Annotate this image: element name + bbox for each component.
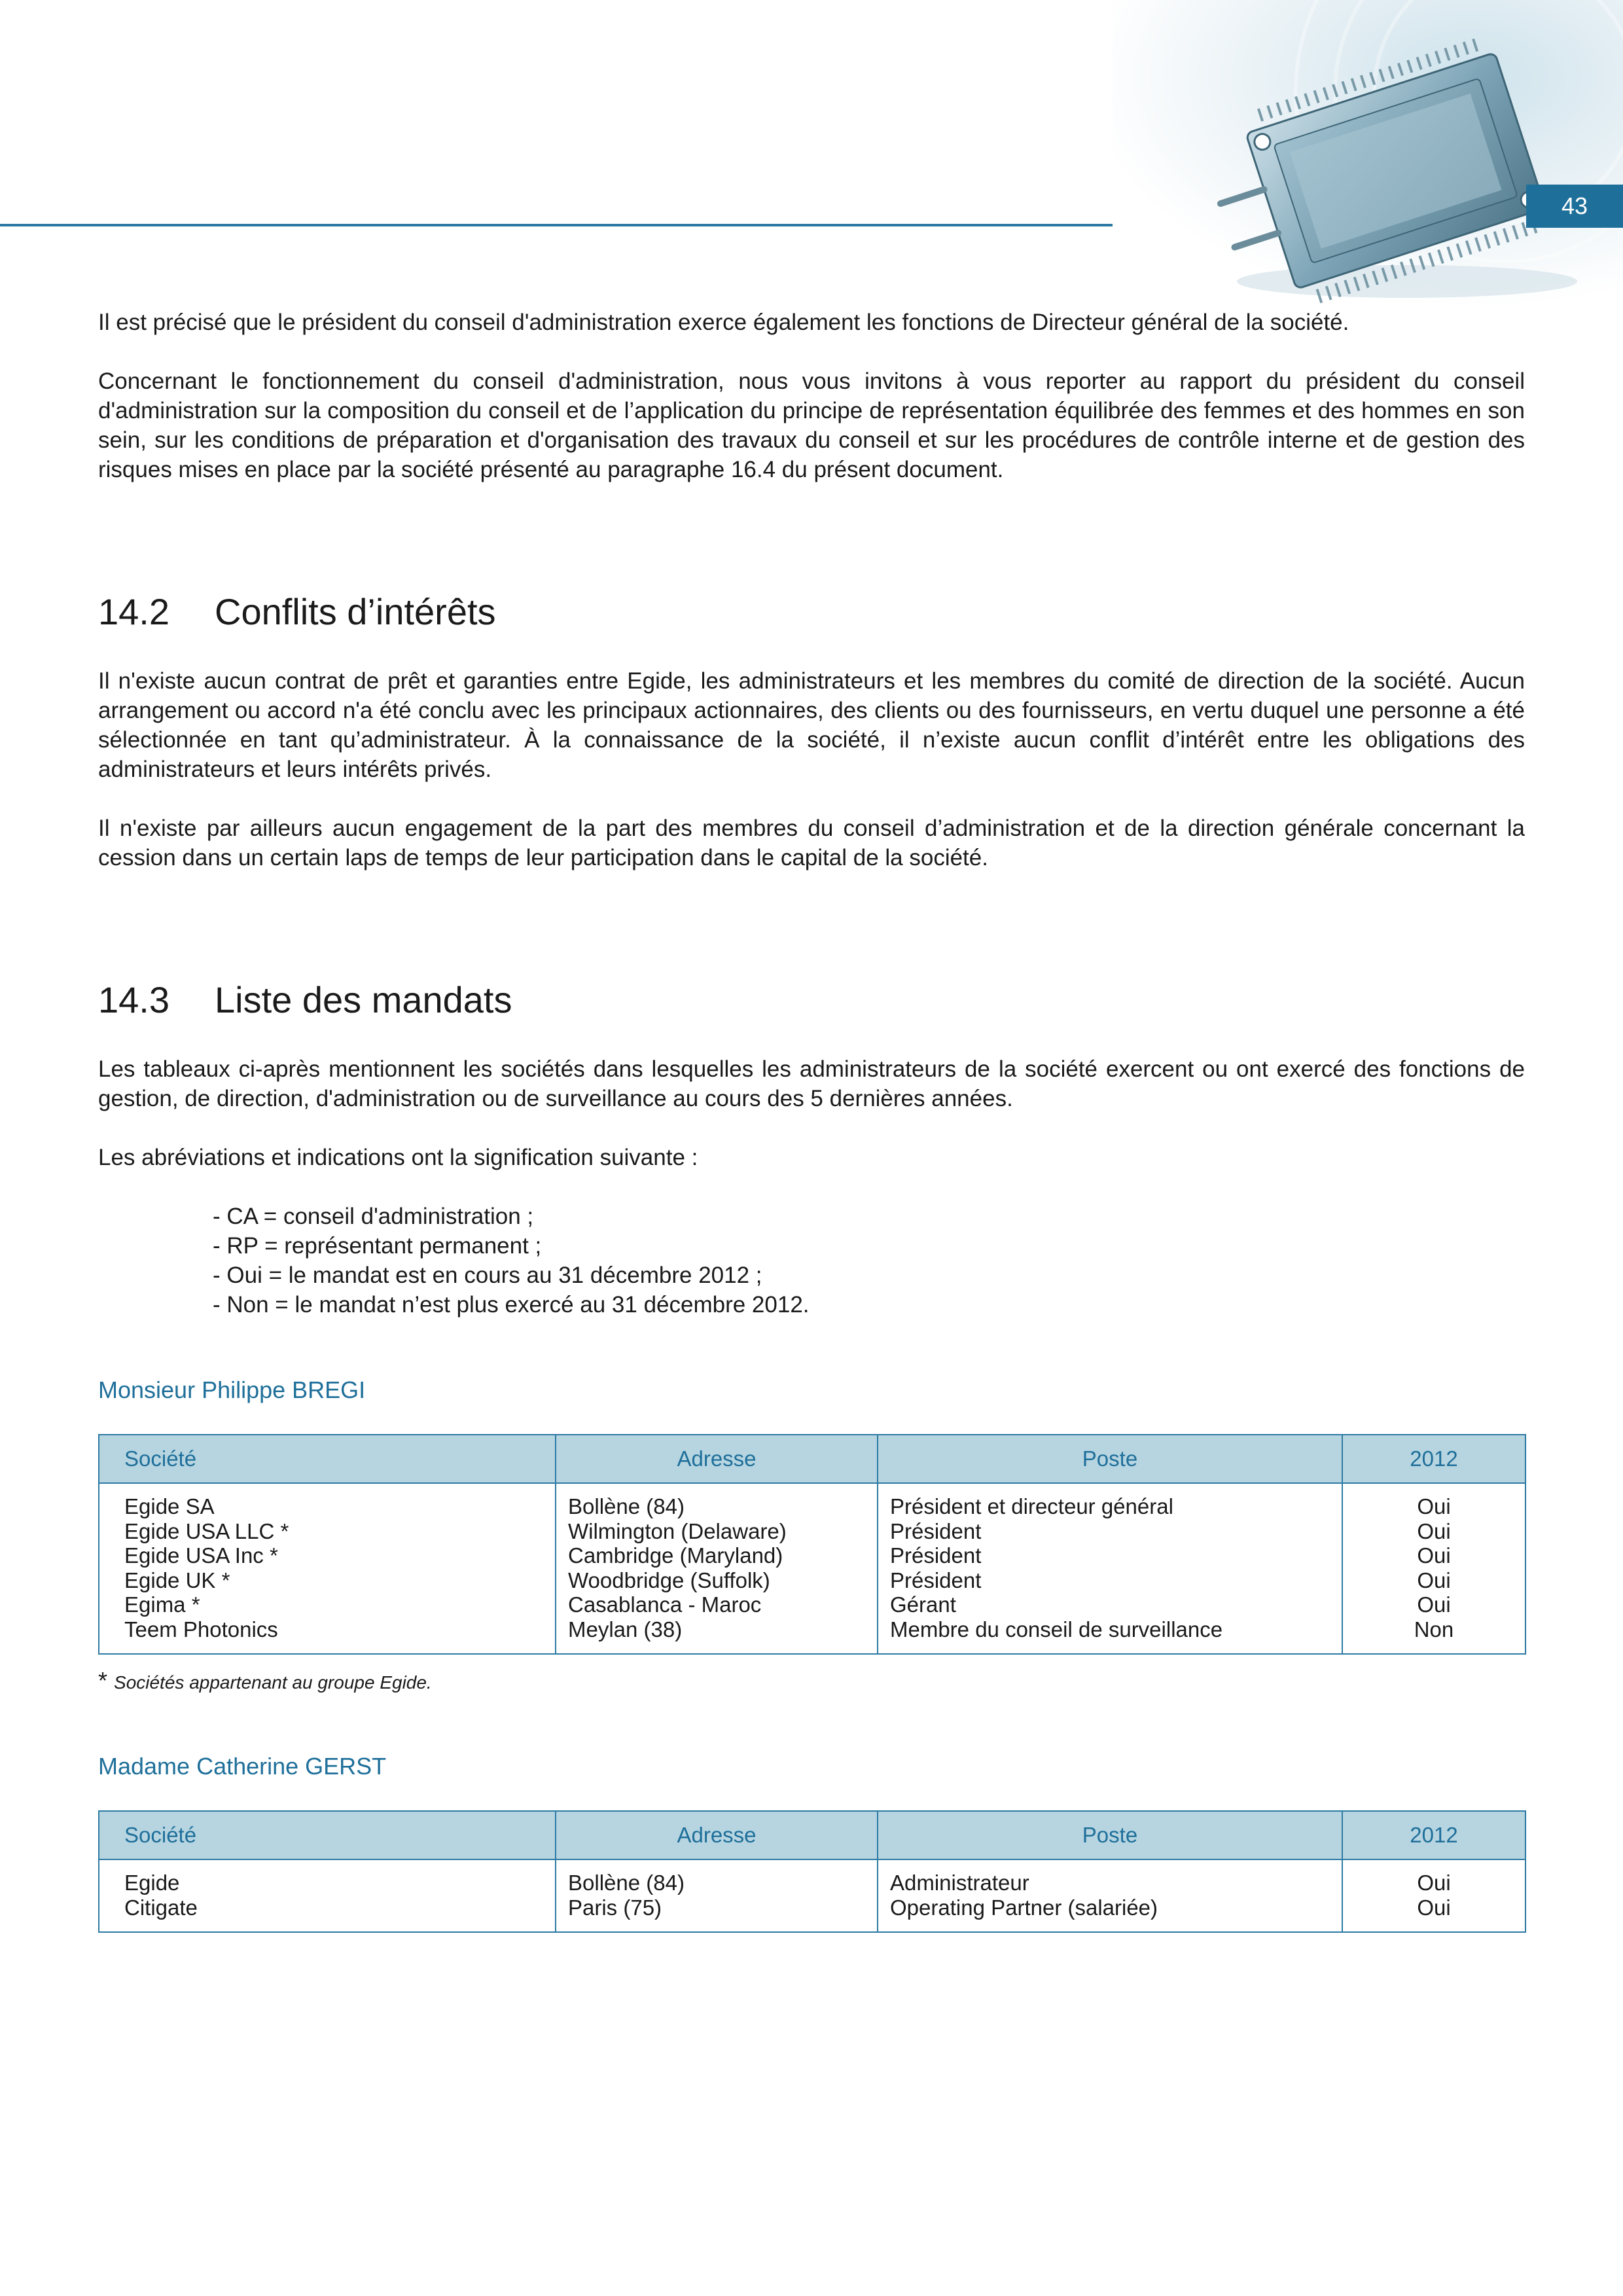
- abbreviations-list: [98, 1202, 1525, 1319]
- list-item: - RP = représentant permanent ;: [213, 1233, 542, 1259]
- column-header-year: 2012: [1342, 1811, 1525, 1859]
- cell-value: Teem Photonics: [124, 1617, 278, 1641]
- cell-poste: [878, 1859, 1342, 1932]
- table-row: [99, 1483, 1525, 1654]
- column-header-poste: Poste: [878, 1435, 1342, 1483]
- cell-value: Oui: [1417, 1895, 1451, 1920]
- paragraph-president: Il est précisé que le président du conseil d'administration exerce également les fonctions de Directeur général de la société.: [98, 310, 1349, 335]
- cell-societe: [99, 1483, 556, 1654]
- cell-value: Meylan (38): [568, 1617, 683, 1641]
- cell-value: Bollène (84): [568, 1494, 685, 1518]
- column-header-societe: Société: [99, 1435, 556, 1483]
- section-number: 14.3: [98, 979, 169, 1020]
- cell-value: Oui: [1417, 1543, 1451, 1568]
- paragraph-abbreviations-intro: Les abréviations et indications ont la signification suivante :: [98, 1145, 698, 1170]
- section-heading-14-2: [98, 589, 1525, 635]
- footnote: [98, 1668, 1525, 1696]
- cell-year: [1342, 1859, 1525, 1932]
- cell-value: Président: [890, 1518, 982, 1543]
- cell-value: Egide SA: [124, 1494, 215, 1518]
- cell-value: Wilmington (Delaware): [568, 1518, 787, 1543]
- cell-value: Gérant: [890, 1592, 956, 1617]
- cell-value: Oui: [1417, 1568, 1451, 1592]
- cell-value: Cambridge (Maryland): [568, 1543, 783, 1568]
- cell-value: Citigate: [124, 1895, 198, 1920]
- cell-value: Oui: [1417, 1518, 1451, 1543]
- cell-value: Non: [1414, 1617, 1454, 1641]
- table-row: [99, 1859, 1525, 1932]
- cell-value: Président: [890, 1568, 982, 1592]
- cell-value: Egide: [124, 1871, 180, 1895]
- mandats-table-bregi: [98, 1434, 1526, 1655]
- column-header-societe: Société: [99, 1811, 556, 1859]
- cell-societe: [99, 1859, 556, 1932]
- cell-value: Egide USA LLC *: [124, 1518, 289, 1543]
- cell-value: Président: [890, 1543, 982, 1568]
- section-title: Liste des mandats: [215, 979, 512, 1020]
- page-number: 43: [1526, 185, 1623, 228]
- cell-value: Bollène (84): [568, 1871, 685, 1895]
- column-header-adresse: Adresse: [556, 1811, 878, 1859]
- table-header-row: [99, 1435, 1525, 1483]
- section-heading-14-3: [98, 977, 1525, 1023]
- cell-value: Membre du conseil de surveillance: [890, 1617, 1223, 1641]
- column-header-adresse: Adresse: [556, 1435, 878, 1483]
- cell-adresse: [556, 1859, 878, 1932]
- header-rule: [0, 224, 1113, 226]
- column-header-year: 2012: [1342, 1435, 1525, 1483]
- main-content: [98, 308, 1525, 1933]
- paragraph-conflits-2: Il n'existe par ailleurs aucun engagement de la part des membres du conseil d’administration et de la direction générale concernant la cession dans un certain laps de temps de leur participation dans le capital de la société.: [98, 816, 1525, 870]
- list-item: - Non = le mandat n’est plus exercé au 31 décembre 2012.: [213, 1292, 810, 1318]
- cell-value: Casablanca - Maroc: [568, 1592, 762, 1617]
- cell-value: Paris (75): [568, 1895, 662, 1920]
- list-item: - Oui = le mandat est en cours au 31 décembre 2012 ;: [213, 1263, 762, 1288]
- cell-adresse: [556, 1483, 878, 1654]
- cell-value: Administrateur: [890, 1871, 1029, 1895]
- footnote-star: *: [98, 1667, 108, 1694]
- cell-value: Oui: [1417, 1871, 1451, 1895]
- cell-value: Egide USA Inc *: [124, 1543, 278, 1568]
- person-name-bregi: Monsieur Philippe BREGI: [98, 1376, 366, 1403]
- list-item: - CA = conseil d'administration ;: [213, 1204, 534, 1229]
- cell-value: Egima *: [124, 1592, 200, 1617]
- cell-value: Woodbridge (Suffolk): [568, 1568, 770, 1592]
- section-number: 14.2: [98, 591, 169, 632]
- person-name-gerst: Madame Catherine GERST: [98, 1753, 387, 1780]
- cell-poste: [878, 1483, 1342, 1654]
- cell-year: [1342, 1483, 1525, 1654]
- cell-value: Egide UK *: [124, 1568, 230, 1592]
- paragraph-conflits-1: Il n'existe aucun contrat de prêt et garanties entre Egide, les administrateurs et les membres du comité de direction de la société. Aucun arrangement ou accord n'a été conclu avec les principaux actionnaires, des clients ou des fournisseurs, en vertu duquel une personne a été sélectionnée en tant qu’administrateur. À la connaissance de la société, il n’existe aucun conflit d’intérêt entre les obligations des administrateurs et leurs intérêts privés.: [98, 668, 1525, 782]
- paragraph-mandats-intro: Les tableaux ci-après mentionnent les sociétés dans lesquelles les administrateurs de la société exercent ou ont exercé des fonctions de gestion, de direction, d'administration ou de surveillance au cours des 5 dernières années.: [98, 1056, 1525, 1111]
- circuit-package-illustration: [1113, 0, 1623, 308]
- section-title: Conflits d’intérêts: [215, 591, 496, 632]
- cell-value: Oui: [1417, 1592, 1451, 1617]
- column-header-poste: Poste: [878, 1811, 1342, 1859]
- paragraph-fonctionnement: Concernant le fonctionnement du conseil d'administration, nous vous invitons à vous reporter au rapport du président du conseil d'administration sur la composition du conseil et de l’application du principe de représentation équilibrée des femmes et des hommes en son sein, sur les conditions de préparation et d'organisation des travaux du conseil et sur les procédures de contrôle interne et de gestion des risques mises en place par la société présenté au paragraphe 16.4 du présent document.: [98, 368, 1525, 482]
- footnote-text: Sociétés appartenant au groupe Egide.: [114, 1672, 432, 1693]
- table-header-row: [99, 1811, 1525, 1859]
- cell-value: Oui: [1417, 1494, 1451, 1518]
- cell-value: Operating Partner (salariée): [890, 1895, 1158, 1920]
- cell-value: Président et directeur général: [890, 1494, 1173, 1518]
- mandats-table-gerst: [98, 1810, 1526, 1933]
